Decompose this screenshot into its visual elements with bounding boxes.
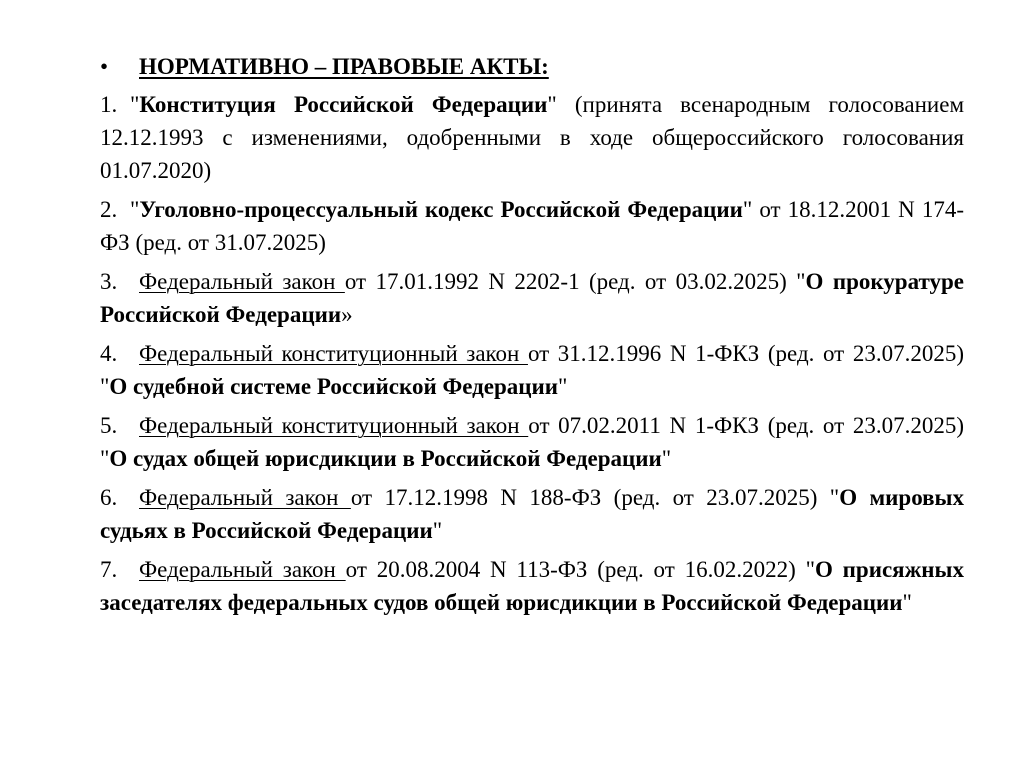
- close-quote: ": [742, 197, 753, 222]
- item-number: 7.: [100, 557, 118, 582]
- section-heading: [100, 49, 964, 85]
- item-number: 5.: [100, 413, 118, 438]
- item-number: 2.: [100, 197, 118, 222]
- section-title: НОРМАТИВНО – ПРАВОВЫЕ АКТЫ:: [139, 54, 549, 79]
- act-details: от 07.02.2011 N 1-ФКЗ (ред. от 23.07.2025) ": [100, 413, 965, 471]
- act-link[interactable]: Федеральный конституционный закон: [139, 341, 528, 366]
- open-quote: ": [130, 92, 140, 117]
- close-quote: ": [558, 374, 568, 399]
- item-number: 6.: [100, 485, 118, 510]
- list-item-7: [100, 553, 964, 619]
- act-title: О судебной системе Российской Федерации: [109, 374, 558, 399]
- open-quote: ": [130, 197, 140, 222]
- item-number: 4.: [100, 341, 118, 366]
- act-details: (принята всенародным голосованием 12.12.1993 с изменениями, одобренными в ходе общероссийского голосования 01.07.2020): [100, 92, 965, 183]
- act-title: О мировых судьях в Российской Федерации: [100, 485, 965, 543]
- act-details: от 17.01.1992 N 2202-1 (ред. от 03.02.2025) ": [344, 269, 806, 294]
- act-title: О прокуратуре Российской Федерации: [100, 269, 964, 327]
- act-title: Конституция Российской Федерации: [139, 92, 548, 117]
- act-title: О судах общей юрисдикции в Российской Федерации: [109, 446, 662, 471]
- list-item-1: [100, 88, 964, 187]
- act-link[interactable]: Федеральный закон: [139, 269, 345, 294]
- close-quote: »: [341, 302, 353, 327]
- act-link[interactable]: Федеральный закон: [139, 485, 351, 510]
- act-details: от 18.12.2001 N 174-ФЗ (ред. от 31.07.2025): [100, 197, 964, 255]
- item-number: 1.: [100, 92, 118, 117]
- act-link[interactable]: Федеральный конституционный закон: [139, 413, 529, 438]
- document-page: [100, 49, 964, 625]
- item-number: 3.: [100, 269, 118, 294]
- list-item-5: [100, 409, 964, 475]
- close-quote: ": [661, 446, 672, 471]
- act-link[interactable]: Федеральный закон: [139, 557, 346, 582]
- bullet-icon: •: [100, 54, 109, 79]
- list-item-3: [100, 265, 964, 331]
- act-details: от 20.08.2004 N 113-ФЗ (ред. от 16.02.2022) ": [345, 557, 815, 582]
- list-item-2: [100, 193, 964, 259]
- act-details: от 31.12.1996 N 1-ФКЗ (ред. от 23.07.2025) ": [100, 341, 964, 399]
- list-item-4: [100, 337, 964, 403]
- act-details: от 17.12.1998 N 188-ФЗ (ред. от 23.07.2025) ": [350, 485, 840, 510]
- close-quote: ": [547, 92, 557, 117]
- act-title: О присяжных заседателях федеральных судов общей юрисдикции в Российской Федерации: [100, 557, 964, 615]
- list-item-6: [100, 481, 964, 547]
- close-quote: ": [902, 590, 912, 615]
- act-title: Уголовно-процессуальный кодекс Российской Федерации: [139, 197, 743, 222]
- close-quote: ": [432, 518, 443, 543]
